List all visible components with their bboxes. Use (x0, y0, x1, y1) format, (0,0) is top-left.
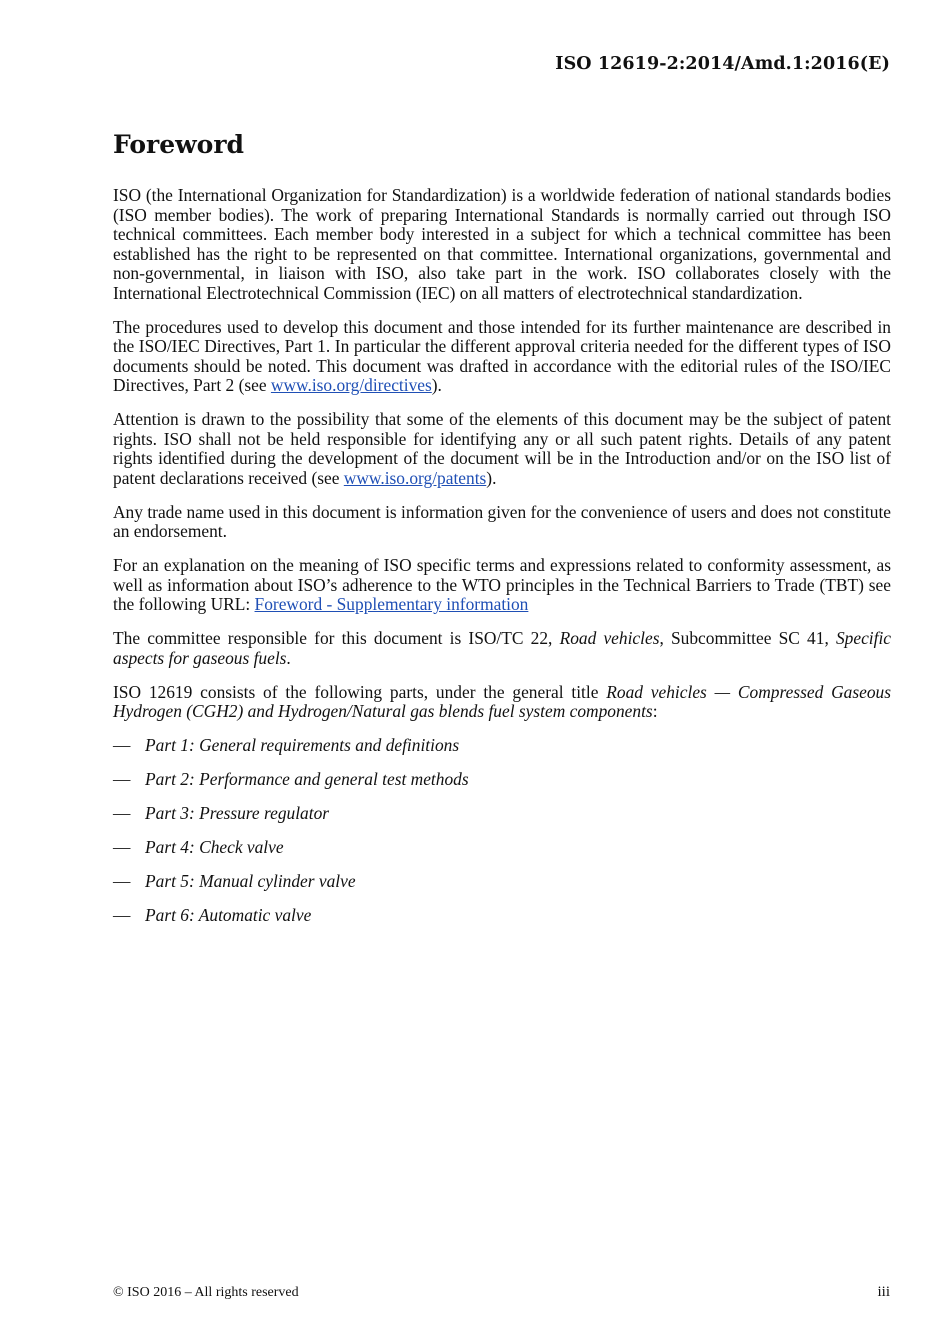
list-item (113, 804, 891, 824)
paragraph-text: . (286, 647, 291, 668)
page-number: iii (877, 1284, 890, 1300)
parts-list (113, 736, 891, 926)
list-item (113, 770, 891, 790)
paragraph-committee (113, 629, 891, 668)
dash-bullet: — (113, 837, 131, 857)
paragraph-trade-name: Any trade name used in this document is information given for the convenience of users and does not constitute an endorsement. (113, 501, 891, 541)
document-identifier: ISO 12619-2:2014/Amd.1:2016(E) (555, 54, 890, 74)
paragraph-text: ISO 12619 consists of the following parts, under the general title (113, 681, 607, 702)
paragraph-procedures (113, 318, 891, 396)
paragraph-text: Attention is drawn to the possibility that some of the elements of this document may be the subject of patent rights. ISO shall not be held responsible for identifying any or all such patent rights. Details of any patent rights identified during the development of the document will be in the Introduction and/or on the ISO list of patent declarations received (see (113, 409, 891, 488)
supplementary-info-link[interactable]: Foreword - Supplementary information (254, 594, 529, 614)
dash-bullet: — (113, 803, 131, 823)
part-label: Part 2: Performance and general test methods (145, 769, 469, 789)
part-label: Part 1: General requirements and definitions (145, 735, 460, 755)
paragraph-text: , Subcommittee SC 41, (659, 628, 836, 648)
paragraph-parts-intro (113, 683, 891, 722)
paragraph-patents (113, 410, 891, 488)
paragraph-text: ). (431, 375, 442, 395)
list-item (113, 736, 891, 756)
part-label: Part 6: Automatic valve (145, 905, 312, 925)
part-label: Part 5: Manual cylinder valve (145, 871, 356, 891)
list-item (113, 906, 891, 926)
directives-link[interactable]: www.iso.org/directives (270, 375, 432, 395)
dash-bullet: — (113, 905, 131, 925)
paragraph-conformity (113, 556, 891, 615)
part-label: Part 4: Check valve (145, 837, 284, 857)
paragraph-text: : (652, 701, 658, 721)
paragraph-text: ). (486, 467, 497, 488)
foreword-body (113, 186, 891, 940)
dash-bullet: — (113, 769, 131, 789)
copyright-notice: © ISO 2016 – All rights reserved (113, 1285, 299, 1300)
patents-link[interactable]: www.iso.org/patents (343, 467, 487, 488)
paragraph-iso-intro: ISO (the International Organization for Standardization) is a worldwide federation of national standards bodies (ISO member bodies). The work of preparing International Standards is normally carried out through ISO technical committees. Each member body interested in a subject for which a technical committee has been established has the right to be represented on that committee. International organizations, governmental and non-governmental, in liaison with ISO, also take part in the work. ISO collaborates closely with the International Electrotechnical Commission (IEC) on all matters of electrotechnical standardization. (113, 185, 891, 303)
dash-bullet: — (113, 871, 131, 891)
paragraph-text: For an explanation on the meaning of ISO specific terms and expressions related to conformity assessment, as well as information about ISO’s adherence to the WTO principles in the Technical Barriers to Trade (TBT) see the following URL: (113, 555, 891, 614)
list-item (113, 838, 891, 858)
paragraph-text: The committee responsible for this document is ISO/TC 22, (113, 628, 560, 648)
paragraph-text: The procedures used to develop this document and those intended for its further maintenance are described in the ISO/IEC Directives, Part 1. In particular the different approval criteria needed for the different types of ISO documents should be noted. This document was drafted in accordance with the editorial rules of the ISO/IEC Directives, Part 2 (see (113, 316, 891, 395)
subcommittee-title: Specific aspects for gaseous fuels (113, 628, 892, 668)
list-item (113, 872, 891, 892)
dash-bullet: — (113, 735, 131, 755)
page-title: Foreword (113, 130, 244, 159)
general-title: Road vehicles — Compressed Gaseous Hydrogen (CGH2) and Hydrogen/Natural gas blends fuel system components (113, 681, 891, 721)
part-label: Part 3: Pressure regulator (145, 803, 330, 823)
committee-title: Road vehicles (559, 628, 660, 648)
